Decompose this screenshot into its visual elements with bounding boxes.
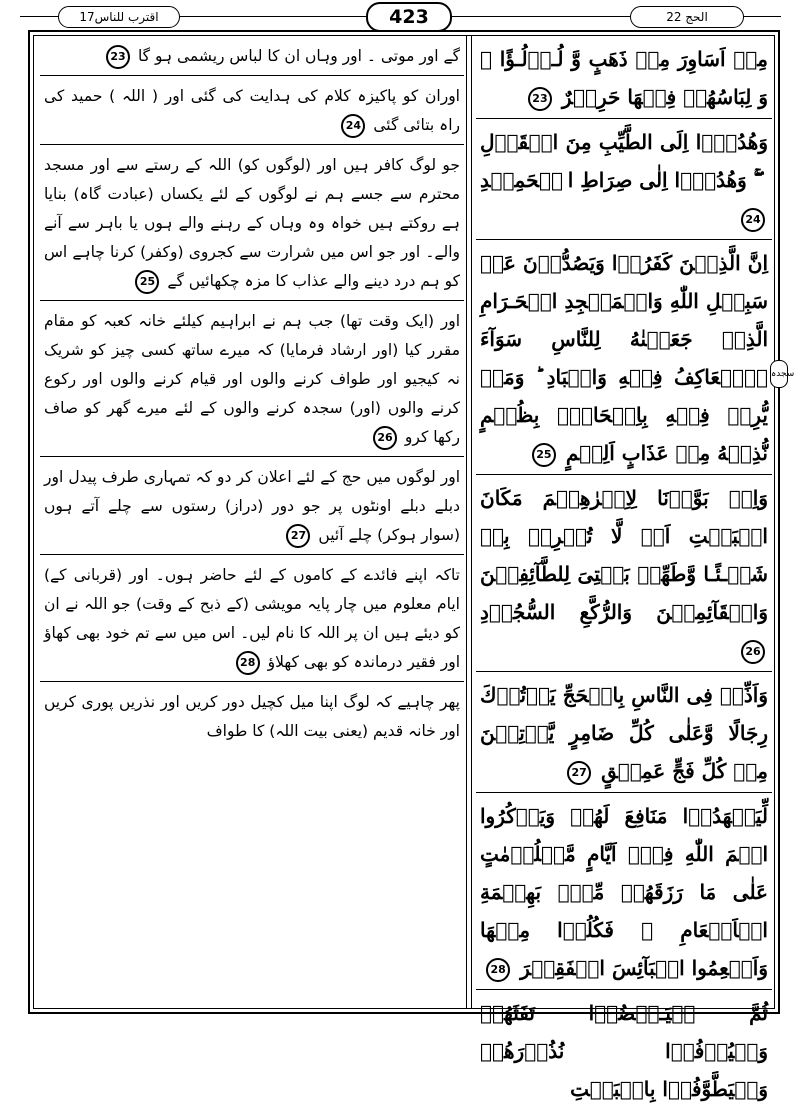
ayah-number-marker: 23 xyxy=(528,87,552,111)
urdu-text: اور (ایک وقت تھا) جب ہم نے ابراہیم کیلئے خانہ کعبہ کو مقام مقرر کیا (اور ارشاد فرمایا) کہ میرے ساتھ کسی چیز کو شریک نہ کیجیو اور طواف کرنے والوں اور قیام کرنے والوں اور رکوع کرنے والوں (اور) سجدہ کرنے والوں کے لئے میرے گھر کو صاف رکھا کرو xyxy=(44,312,460,446)
arabic-verse-27 xyxy=(476,671,772,792)
arabic-text: مِنۡ اَسَاوِرَ مِنۡ ذَهَبٍ وَّ لُـؤۡلُـؤًا ۚ وَ لِبَاسُهُمۡ فِيۡهَا حَرِيۡرٌ xyxy=(480,47,768,109)
ayah-number-marker: 25 xyxy=(532,443,556,467)
ayah-number-marker: 27 xyxy=(567,761,591,785)
sajda-marker: سجدہ xyxy=(770,360,788,388)
urdu-translation-26 xyxy=(40,300,464,456)
urdu-text: گے اور موتی ۔ اور وہاں ان کا لباس ریشمی ہو گا xyxy=(137,47,460,65)
arabic-verse-26 xyxy=(476,474,772,671)
arabic-text: وَاَذِّنۡ فِى النَّاسِ بِالۡحَجِّ يَاۡتُوۡكَ رِجَالًا وَّعَلٰى كُلِّ ضَامِرٍ يَّاۡتِيۡنَ مِنۡ كُلِّ فَجٍّ عَمِيۡقٍ xyxy=(480,683,768,783)
urdu-text: اور لوگوں میں حج کے لئے اعلان کر دو کہ تمہاری طرف پیدل اور دبلے دبلے اونٹوں پر جو دور (دراز) رستوں سے چلے آتے ہوں (سوار ہوکر) چلے آئیں xyxy=(44,468,460,544)
urdu-translation-25 xyxy=(40,144,464,300)
arabic-verse-23 xyxy=(476,36,772,118)
arabic-text: وَاِذۡ بَوَّاۡنَا لِاِبۡرٰهِيۡمَ مَكَانَ الۡبَيۡتِ اَنۡ لَّا تُشۡرِكۡ بِىۡ شَيۡـئًـا وَّطَهِّرۡ بَيۡتِىَ لِلطَّآئِفِيۡنَ وَالۡقَآئِمِيۡنَ وَالرُّكَّعِ السُّجُوۡدِ xyxy=(480,486,768,624)
arabic-text: اِنَّ الَّذِيۡنَ كَفَرُوۡا وَيَصُدُّوۡنَ عَنۡ سَبِيۡلِ اللّٰهِ وَالۡمَسۡجِدِ الۡحَـرَامِ الَّذِىۡ جَعَلۡنٰهُ لِلنَّاسِ سَوَآءَ اۨلۡعَاكِفُ فِيۡهِ وَالۡبَادِ ؕ وَمَنۡ يُّرِدۡ فِيۡهِ بِاِلۡحَادٍۢ بِظُلۡمٍ نُّذِقۡهُ مِنۡ عَذَابٍ اَلِيۡمٍ xyxy=(480,251,768,465)
ayah-number-marker: 28 xyxy=(236,651,260,675)
arabic-text: وَهُدُوۡۤا اِلَى الطَّيِّبِ مِنَ الۡقَوۡلِ ۖۚ وَهُدُوۡۤا اِلٰى صِرَاطِ الۡحَمِيۡدِ xyxy=(480,130,768,192)
urdu-translation-23 xyxy=(40,36,464,75)
arabic-text: ثُمَّ لۡيَـقۡضُوۡا تَفَثَهُمۡ وَلۡيُوۡفُوۡا نُذُوۡرَهُمۡ وَلۡيَطَّوَّفُوۡا بِالۡبَيۡتِ xyxy=(480,1001,768,1101)
ayah-number-marker: 24 xyxy=(341,114,365,138)
ayah-number-marker: 26 xyxy=(741,640,765,664)
arabic-verse-28 xyxy=(476,792,772,989)
page-header xyxy=(0,0,801,30)
ayah-number-marker: 23 xyxy=(106,45,130,69)
urdu-translation-27 xyxy=(40,456,464,554)
ayah-number-marker: 26 xyxy=(373,426,397,450)
arabic-verse-24 xyxy=(476,118,772,239)
urdu-text: تاکہ اپنے فائدے کے کاموں کے لئے حاضر ہوں۔ اور (قربانی کے) ایام معلوم میں چار پایہ مویشی (کے ذبح کے وقت) جو اللہ نے ان کو دیئے ہیں ان پر اللہ کا نام لیں۔ اس میں سے تم خود بھی کھاؤ اور فقیر درماندہ کو بھی کھلاؤ xyxy=(44,566,460,671)
surah-label: الحج 22 xyxy=(630,6,744,28)
column-divider xyxy=(466,35,472,1009)
arabic-verse-29 xyxy=(476,989,772,1110)
urdu-translation-24 xyxy=(40,75,464,144)
urdu-translation-29 xyxy=(40,681,464,750)
arabic-verse-25 xyxy=(476,239,772,474)
ayah-number-marker: 28 xyxy=(486,958,510,982)
urdu-text: جو لوگ کافر ہیں اور (لوگوں کو) اللہ کے رستے سے اور مسجد محترم سے جسے ہم نے لوگوں کے لئے یکساں (عبادت گاہ) بنایا ہے روکتے ہیں خواہ وہ وہاں کے رہنے والے ہوں یا باہر سے آنے والے۔ اور جو اس میں شرارت سے کجروی (وکفر) کرنا چاہے اس کو ہم درد دینے والے عذاب کا مزہ چکھائیں گے xyxy=(44,156,460,290)
arabic-column xyxy=(476,36,772,1110)
page-number: 423 xyxy=(366,2,452,32)
urdu-translation-28 xyxy=(40,554,464,681)
urdu-text: اوران کو پاکیزہ کلام کی ہدایت کی گئی اور ( اللہ ) حمید کی راہ بتائی گئی xyxy=(44,87,460,134)
arabic-text: لِّيَشۡهَدُوۡا مَنَافِعَ لَهُمۡ وَيَذۡكُرُوا اسۡمَ اللّٰهِ فِىۡۤ اَيَّامٍ مَّعۡلُوۡمٰتٍ عَلٰى مَا رَزَقَهُمۡ مِّنۡۢ بَهِيۡمَةِ الۡاَنۡعَامِ ۚ فَكُلُوۡا مِنۡهَا وَاَطۡعِمُوا الۡبَآئِسَ الۡفَقِيۡرَ xyxy=(480,804,768,980)
ayah-number-marker: 27 xyxy=(286,524,310,548)
urdu-column xyxy=(40,36,464,750)
urdu-text: پھر چاہیے کہ لوگ اپنا میل کچیل دور کریں اور نذریں پوری کریں اور خانہ قدیم (یعنی بیت اللہ) کا طواف xyxy=(44,693,460,740)
juz-label: اقترب للناس17 xyxy=(58,6,180,28)
ayah-number-marker: 25 xyxy=(135,270,159,294)
ayah-number-marker: 24 xyxy=(741,208,765,232)
